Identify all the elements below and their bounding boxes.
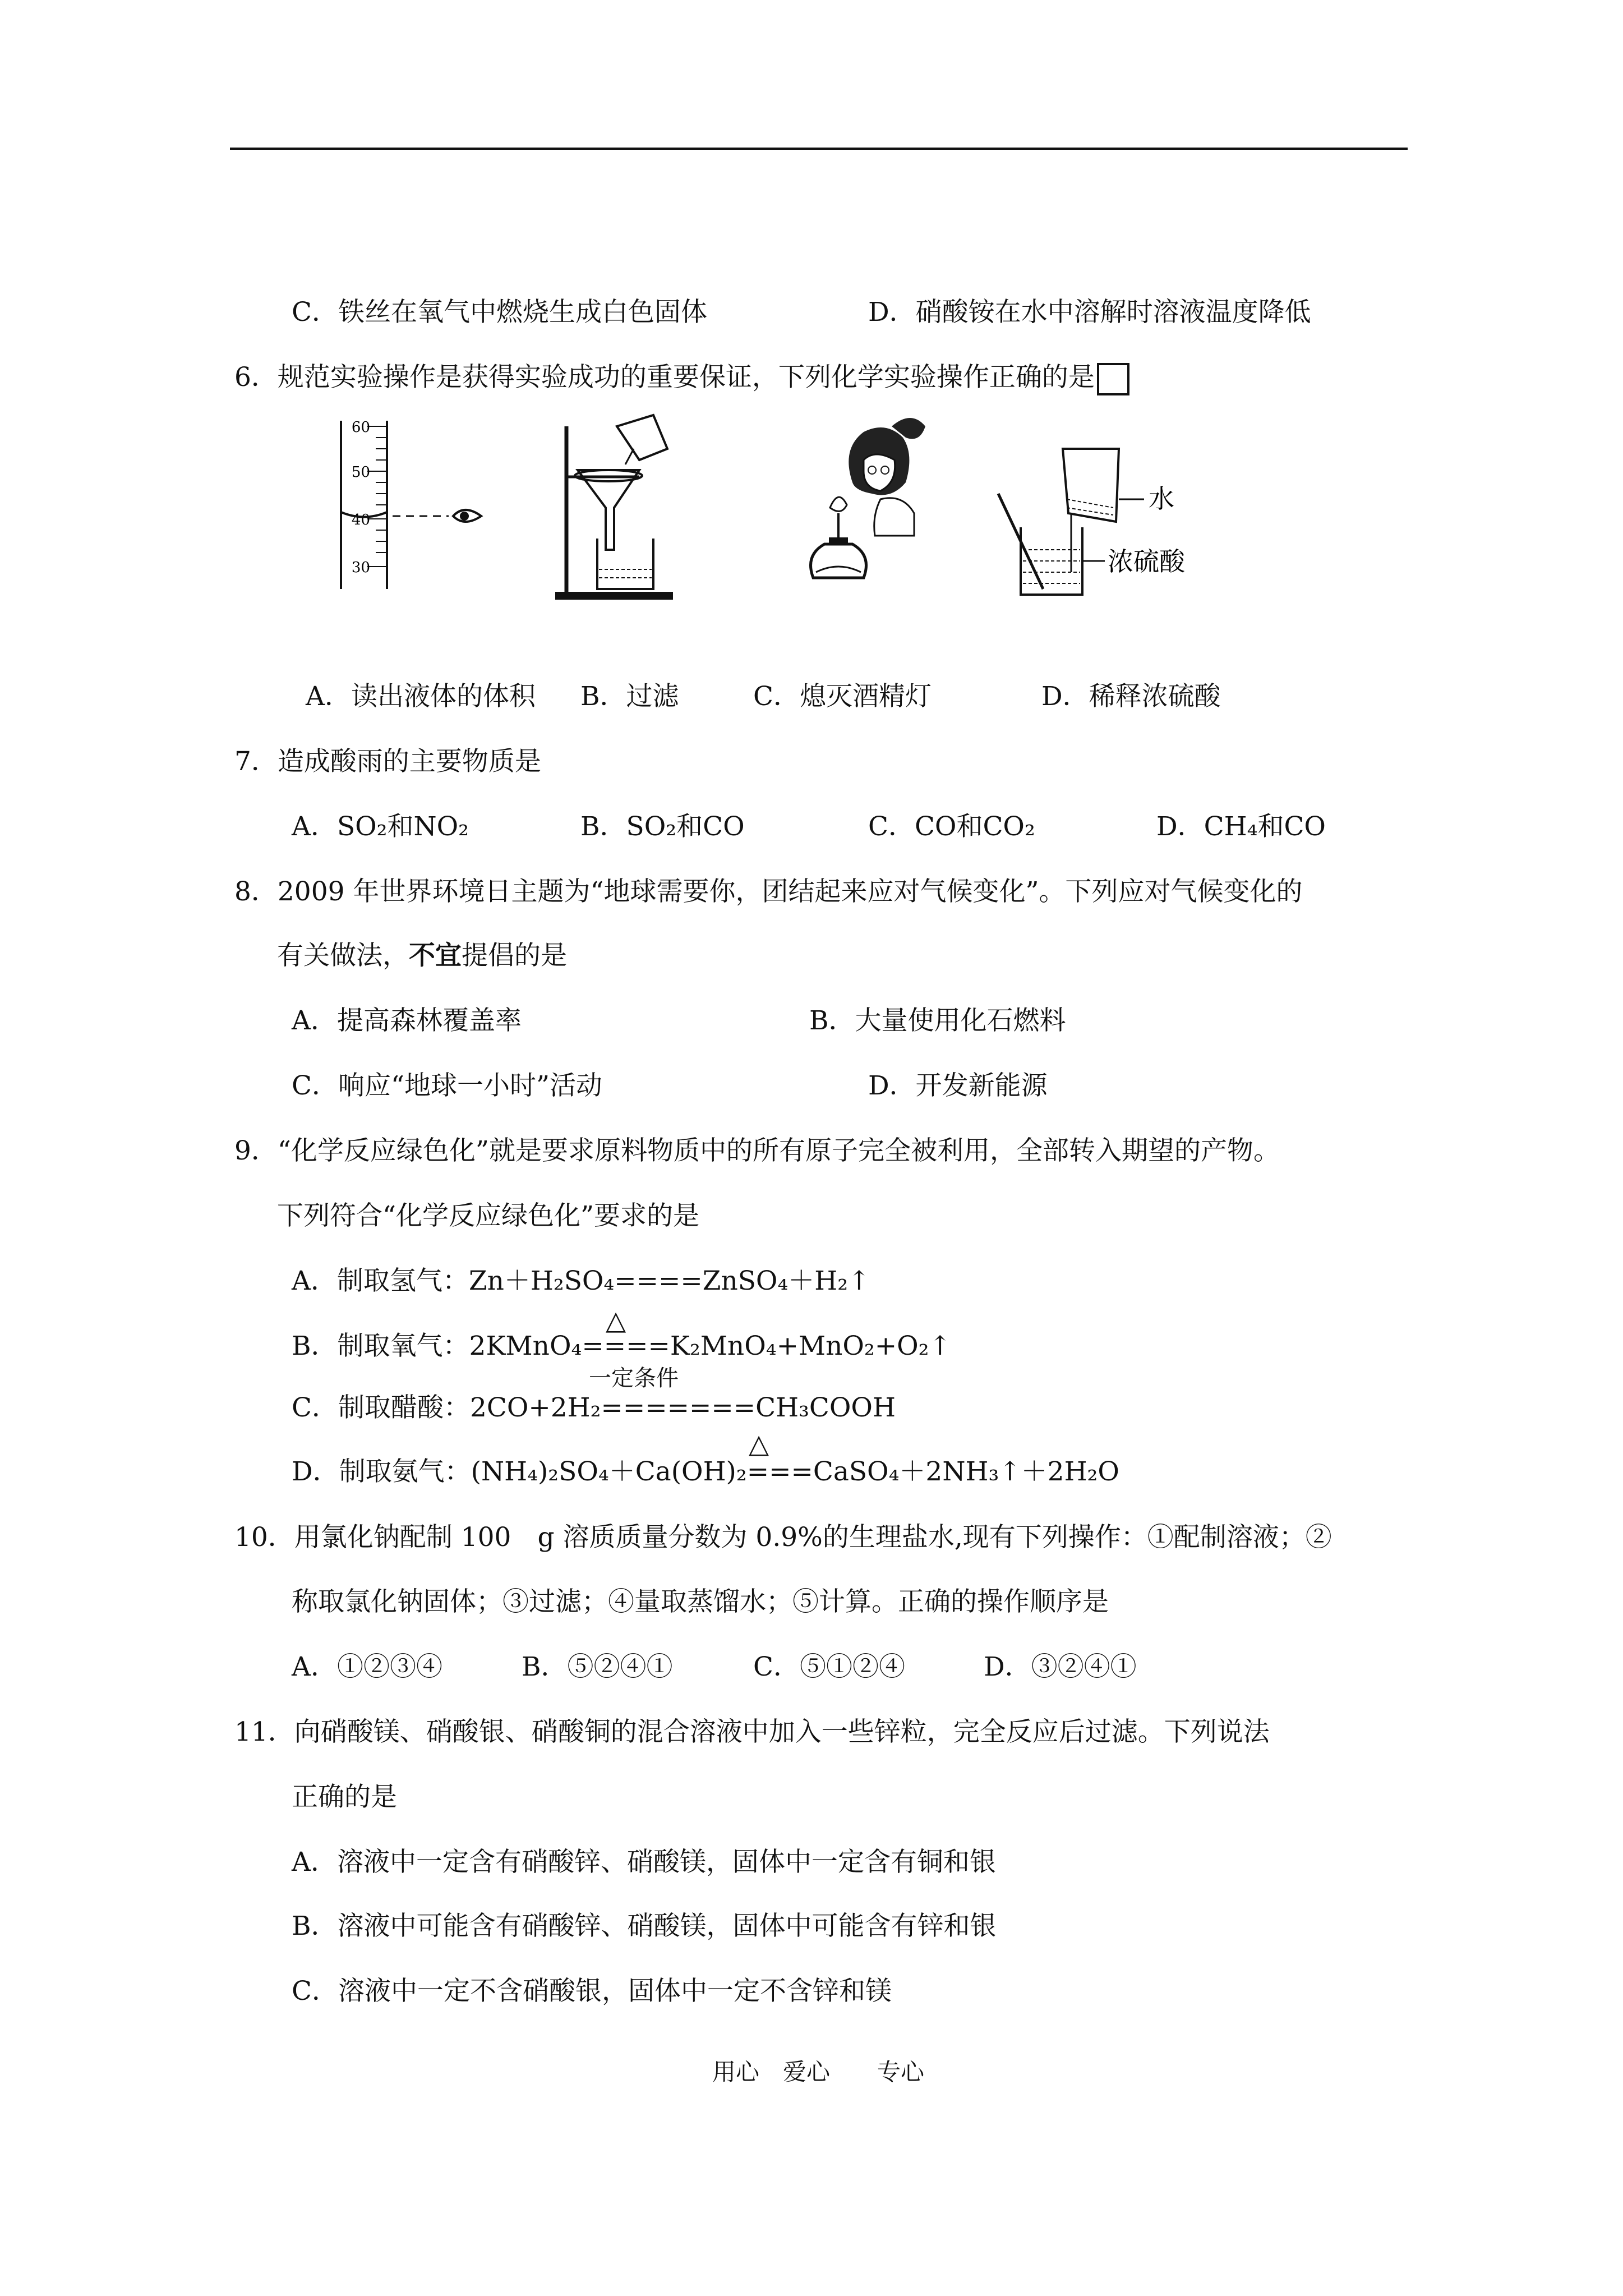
q9-option-b: B．制取氧气：2KMnO₄====K₂MnO₄+MnO₂+O₂↑ bbox=[292, 1331, 951, 1361]
q10-option-b: B．⑤②④① bbox=[522, 1651, 673, 1682]
q10-option-c: C．⑤①②④ bbox=[753, 1651, 905, 1682]
q6-option-b: B．过滤 bbox=[580, 681, 679, 712]
q10-stem-line2: 称取氯化钠固体；③过滤；④量取蒸馏水；⑤计算。正确的操作顺序是 bbox=[292, 1586, 1109, 1617]
q10-option-a: A．①②③④ bbox=[292, 1651, 442, 1682]
q9-option-a: A．制取氢气：Zn＋H₂SO₄====ZnSO₄＋H₂↑ bbox=[292, 1266, 870, 1296]
q8-option-b: B．大量使用化石燃料 bbox=[809, 1005, 1066, 1036]
tick-label: 30 bbox=[351, 559, 370, 576]
q10-option-d: D．③②④① bbox=[984, 1651, 1137, 1682]
tick-label: 40 bbox=[351, 512, 370, 528]
q6-option-c: C．熄灭酒精灯 bbox=[753, 681, 932, 712]
q6-stem: 6．规范实验操作是获得实验成功的重要保证，下列化学实验操作正确的是 bbox=[234, 361, 1129, 395]
blowing-lamp-figure bbox=[811, 418, 926, 578]
q9-condition-c: 一定条件 bbox=[589, 1365, 679, 1391]
q9-stem-line2: 下列符合“化学反应绿色化”要求的是 bbox=[277, 1200, 700, 1231]
graduated-cylinder-figure bbox=[341, 419, 481, 589]
q7-option-a: A．SO₂和NO₂ bbox=[292, 811, 469, 842]
header-rule bbox=[230, 148, 1408, 150]
q11-option-a: A．溶液中一定含有硝酸锌、硝酸镁，固体中一定含有铜和银 bbox=[292, 1847, 996, 1878]
tick-label: 60 bbox=[351, 419, 370, 436]
q7-stem: 7．造成酸雨的主要物质是 bbox=[234, 746, 541, 777]
q8-option-a: A．提高森林覆盖率 bbox=[292, 1005, 522, 1036]
q11-option-b: B．溶液中可能含有硝酸锌、硝酸镁，固体中可能含有锌和银 bbox=[292, 1911, 997, 1941]
filtration-figure bbox=[555, 415, 673, 600]
q7-option-b: B．SO₂和CO bbox=[580, 811, 745, 842]
q6-figures bbox=[314, 409, 1267, 611]
q9-condition-d: △ bbox=[749, 1429, 769, 1460]
q9-condition-b: △ bbox=[606, 1305, 626, 1336]
tick-label: 50 bbox=[351, 464, 370, 481]
label-acid: 浓硫酸 bbox=[1108, 546, 1185, 577]
q10-stem-line1: 10．用氯化钠配制 100 g 溶质质量分数为 0.9%的生理盐水,现有下列操作：①配制溶液；② bbox=[234, 1522, 1332, 1553]
page-footer: 用心 爱心 专心 bbox=[712, 2058, 925, 2086]
q7-option-d: D．CH₄和CO bbox=[1156, 811, 1326, 842]
q9-option-c: C．制取醋酸：2CO+2H₂=======CH₃COOH bbox=[292, 1392, 896, 1423]
q7-option-c: C．CO和CO₂ bbox=[868, 811, 1035, 842]
q11-stem-line1: 11．向硝酸镁、硝酸银、硝酸铜的混合溶液中加入一些锌粒，完全反应后过滤。下列说法 bbox=[234, 1717, 1270, 1747]
q8-option-c: C．响应“地球一小时”活动 bbox=[292, 1070, 603, 1101]
q5-option-c: C．铁丝在氧气中燃烧生成白色固体 bbox=[292, 297, 707, 328]
q8-stem-line1: 8．2009 年世界环境日主题为“地球需要你，团结起来应对气候变化”。下列应对气候变化的 bbox=[234, 876, 1303, 907]
q9-option-d: D．制取氨气：(NH₄)₂SO₄＋Ca(OH)₂===CaSO₄＋2NH₃↑＋2H₂O bbox=[292, 1456, 1119, 1487]
q8-option-d: D．开发新能源 bbox=[868, 1070, 1048, 1101]
q6-option-a: A．读出液体的体积 bbox=[306, 681, 536, 712]
q8-stem-line2: 有关做法，不宜提倡的是 bbox=[277, 940, 567, 971]
q6-option-d: D．稀释浓硫酸 bbox=[1041, 681, 1221, 712]
label-water: 水 bbox=[1149, 484, 1174, 514]
dilution-figure bbox=[998, 449, 1186, 595]
eye-icon bbox=[453, 510, 481, 522]
q11-stem-line2: 正确的是 bbox=[292, 1782, 397, 1812]
answer-box bbox=[1097, 363, 1129, 395]
q9-stem-line1: 9．“化学反应绿色化”就是要求原料物质中的所有原子完全被利用，全部转入期望的产物。 bbox=[234, 1135, 1280, 1166]
q5-option-d: D．硝酸铵在水中溶解时溶液温度降低 bbox=[868, 297, 1311, 328]
q11-option-c: C．溶液中一定不含硝酸银，固体中一定不含锌和镁 bbox=[292, 1976, 892, 2007]
